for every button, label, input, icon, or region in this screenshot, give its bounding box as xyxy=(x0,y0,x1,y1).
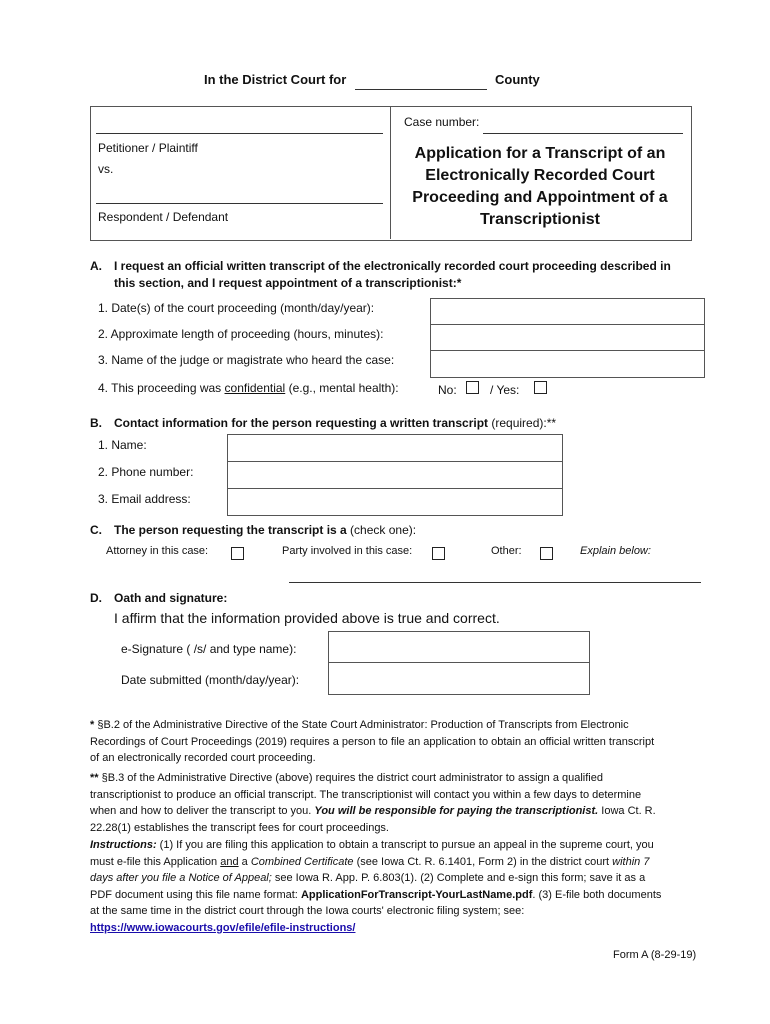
judge-name-input[interactable] xyxy=(430,350,705,378)
title-line-1: Application for a Transcript of an xyxy=(414,145,666,162)
instructions-line-4a: PDF document using this file name format: xyxy=(90,888,301,901)
section-b-letter: B. xyxy=(90,416,102,430)
petitioner-label: Petitioner / Plaintiff xyxy=(98,141,198,155)
footnote-2-line-3b: You will be responsible for paying the transcriptionist. xyxy=(314,805,599,817)
explain-label: Explain below: xyxy=(580,545,651,557)
instructions-filename: ApplicationForTranscript-YourLastName.pdf xyxy=(300,888,533,901)
vs-label: vs. xyxy=(98,162,114,176)
form-id: Form A (8-29-19) xyxy=(613,949,697,961)
instructions-line-2c: a xyxy=(238,855,251,868)
case-number-label: Case number: xyxy=(404,115,480,129)
section-a-heading-1: I request an official written transcript of the electronically recorded court proceeding described in xyxy=(114,259,671,273)
b-q1-label: 1. Name: xyxy=(98,438,147,452)
section-b-heading-normal: (required):** xyxy=(488,416,557,430)
requester-name-input[interactable] xyxy=(227,434,563,462)
caption-divider xyxy=(390,106,391,239)
a-q2-label: 2. Approximate length of proceeding (hours, minutes): xyxy=(98,327,384,341)
court-prefix: In the District Court for xyxy=(204,72,347,87)
petitioner-line[interactable] xyxy=(96,133,383,134)
proceeding-date-input[interactable] xyxy=(430,298,705,326)
footnote-2-line-4: 22.28(1) establishes the transcript fees for court proceedings. xyxy=(90,821,389,834)
other-checkbox[interactable] xyxy=(540,547,553,560)
section-c-heading xyxy=(114,523,416,537)
esignature-input[interactable] xyxy=(328,631,590,664)
party-checkbox[interactable] xyxy=(432,547,445,560)
footnote-2-line-1: §B.3 of the Administrative Directive (above) requires the district court administrator to assign a qualified xyxy=(101,772,603,784)
instructions-line-3a: days after you file a Notice of Appeal; xyxy=(90,872,272,884)
a-q3-label: 3. Name of the judge or magistrate who heard the case: xyxy=(98,353,395,367)
section-c-heading-normal: (check one): xyxy=(346,523,417,537)
section-d-letter: D. xyxy=(90,591,102,605)
footnote-2-line-2: transcriptionist to produce an official transcript. The transcriptionist will contact you within a few days to determine xyxy=(90,788,642,801)
section-c-heading-bold: The person requesting the transcript is a xyxy=(114,523,347,537)
footnote-1-line-2: Recordings of Court Proceedings (2019) requires a person to file an application to obtain an official written transcript xyxy=(90,735,655,748)
explain-line[interactable] xyxy=(289,582,701,583)
footnote-1 xyxy=(90,717,700,767)
footnote-2 xyxy=(90,770,700,836)
instructions-line-2e: (see Iowa Ct. R. 6.1401, Form 2) in the district court xyxy=(353,855,613,868)
instructions-line-5: at the same time in the district court through the Iowa courts' electronic filing system; see: xyxy=(90,905,525,917)
date-submitted-label: Date submitted (month/day/year): xyxy=(121,673,300,687)
attorney-checkbox[interactable] xyxy=(231,547,244,560)
respondent-label: Respondent / Defendant xyxy=(98,210,229,224)
esignature-label: e-Signature ( /s/ and type name): xyxy=(121,642,297,656)
a-q4-underlined: confidential xyxy=(224,381,286,395)
instructions-label: Instructions: xyxy=(90,839,157,851)
footnote-2-line-3c: Iowa Ct. R. xyxy=(598,805,656,817)
requester-email-input[interactable] xyxy=(227,488,563,516)
attorney-label: Attorney in this case: xyxy=(106,545,209,557)
county-field-line[interactable] xyxy=(355,89,487,90)
party-label: Party involved in this case: xyxy=(282,545,413,557)
footnote-2-line-3a: when and how to deliver the transcript to you. xyxy=(90,805,315,817)
respondent-line[interactable] xyxy=(96,203,383,204)
other-label: Other: xyxy=(491,545,522,557)
court-suffix: County xyxy=(495,72,540,87)
instructions-line-1: (1) If you are filing this application to obtain a transcript to pursue an appeal in the supreme court, you xyxy=(156,839,654,851)
title-line-2: Electronically Recorded Court xyxy=(425,167,655,184)
section-a-letter: A. xyxy=(90,259,102,273)
requester-phone-input[interactable] xyxy=(227,461,563,489)
form-title xyxy=(400,143,680,231)
footnote-2-mark: ** xyxy=(90,772,102,784)
instructions-line-2f: within 7 xyxy=(612,855,650,868)
proceeding-length-input[interactable] xyxy=(430,324,705,352)
footnote-1-mark: * xyxy=(90,719,98,731)
case-number-line[interactable] xyxy=(483,133,683,134)
affirm-statement: I affirm that the information provided above is true and correct. xyxy=(114,610,500,626)
a-q1-label: 1. Date(s) of the court proceeding (month/day/year): xyxy=(98,301,375,315)
no-label: No: xyxy=(438,383,457,397)
instructions xyxy=(90,837,700,936)
instructions-line-3b: see Iowa R. App. P. 6.803(1). (2) Complete and e-sign this form; save it as a xyxy=(271,872,646,884)
yes-label: / Yes: xyxy=(490,383,520,397)
instructions-line-2b: and xyxy=(220,855,239,868)
section-b-heading-bold: Contact information for the person requesting a written transcript xyxy=(114,416,489,430)
a-q4-before: 4. This proceeding was xyxy=(98,381,225,395)
section-b-heading xyxy=(114,416,556,430)
section-d-heading: Oath and signature: xyxy=(114,591,228,605)
confidential-no-checkbox[interactable] xyxy=(466,381,479,394)
a-q4-after: (e.g., mental health): xyxy=(285,381,399,395)
instructions-line-2d: Combined Certificate xyxy=(250,855,354,868)
b-q2-label: 2. Phone number: xyxy=(98,465,194,479)
instructions-line-2a: must e-file this Application xyxy=(90,855,221,868)
title-line-3: Proceeding and Appointment of a xyxy=(412,189,668,206)
section-c-letter: C. xyxy=(90,523,102,537)
footnote-1-line-3: of an electronically recorded court proceeding. xyxy=(90,752,316,764)
title-line-4: Transcriptionist xyxy=(479,211,601,228)
instructions-line-4c: . (3) E-file both documents xyxy=(532,888,662,901)
a-q4-label xyxy=(98,381,399,395)
footnote-1-line-1: §B.2 of the Administrative Directive of the State Court Administrator: Production of Transcripts from Electronic xyxy=(97,719,629,731)
confidential-yes-checkbox[interactable] xyxy=(534,381,547,394)
efile-instructions-link[interactable]: https://www.iowacourts.gov/efile/efile-instructions/ xyxy=(90,921,356,934)
section-a-heading-2: this section, and I request appointment of a transcriptionist:* xyxy=(114,276,462,290)
b-q3-label: 3. Email address: xyxy=(98,492,191,506)
date-submitted-input[interactable] xyxy=(328,662,590,695)
